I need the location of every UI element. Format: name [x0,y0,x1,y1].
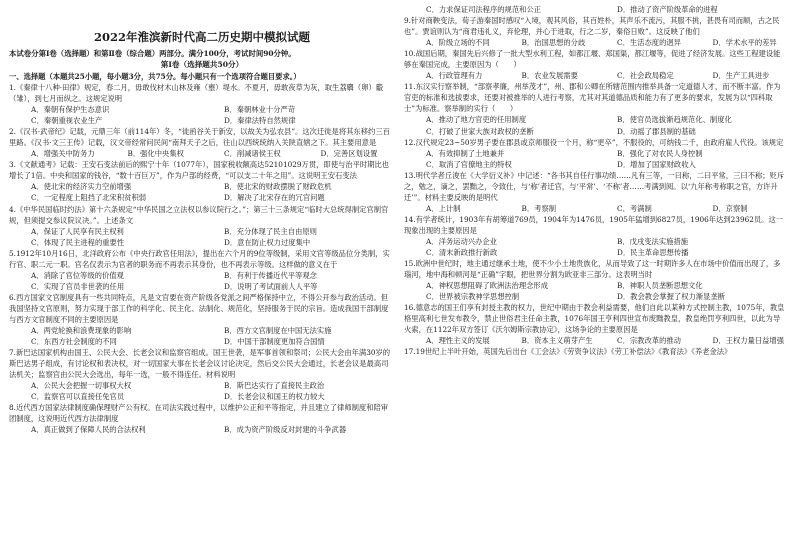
answer-option[interactable]: A．推动了地方官吏的任用制度 [426,115,527,125]
question-options [9,226,395,248]
answer-option[interactable]: C．打破了世家大族对政权的垄断 [426,126,534,136]
question-item [9,126,395,159]
answer-option[interactable]: B．治国思想的分歧 [521,38,586,48]
answer-option[interactable]: B．强化了对农民人身控制 [617,148,703,158]
question-stem: 9.针对商鞅变法，荀子游秦国时感叹“入境，观其风俗，其百姓朴，其声乐不流污，其服不挑，甚畏有司而顺，古之民也”。贾谊则认为“商君违礼义，弃伦理，并心于进取，行之二岁，秦俗日败”。这反映了他们 [404,16,780,37]
answer-option[interactable]: C．力求保证司法程序的规范和公正 [426,5,542,14]
question-options [9,325,395,347]
question-stem: 1.《秦律十八种·田律》规定，春二月，毋敢伐材木山林及雍（壅）堤水。不夏月，毋敢夜草为灰，取生荔麛（卵）鷇（雏），到七月而纵之。这规定说明 [9,83,384,104]
question-stem: 15.欧洲中世纪时，地主通过继承土地，使不少小土地贵族化，从而导致了这一时期许多人在市场中价值而出现了，多瑙河，地中海和顿河是“正确”字眼，把世界分割为欧亚非三部分。这表明当时 [404,259,781,280]
question-item [404,4,786,15]
question-options [9,181,395,203]
answer-option[interactable]: A．理性主义的发展 [426,336,490,346]
question-stem: 10.战国后期，秦国先后兴修了一批大型水利工程，如都江堰、郑国渠，都江堰等，促进了经济发展。这些工程建设能够在秦国完成，主要原因为（ ） [404,49,781,70]
exam-info: 本试卷分第Ⅰ卷（选择题）和第Ⅱ卷（综合题）两部分。满分100分，考试时间90分钟。 [9,49,296,58]
answer-option[interactable]: A．两党轮换和浪费现象的影响 [31,326,132,336]
answer-option[interactable]: A．神权思想阻碍了欧洲法治理念形成 [426,281,549,291]
answer-option[interactable]: B．戊戌变法实施措施 [617,236,689,246]
question-stem: 6.西方国家文官制度具有一些共同特点，凡是文官要在资产阶级各党派之间严格保持中立，不得公开参与政治活动。但我国坚持文官原则，努力实现于部工作的科学化、民主化、法制化、规范化，坚持服务于民的宗旨。造成我国干部制度与西方文官制度不同的主要原因是 [9,292,389,324]
answer-option[interactable]: B．充分体现了民主自由原则 [224,226,317,236]
answer-option[interactable]: C．体现了民主进程的重要性 [31,237,125,247]
answer-option[interactable]: D．说明了考试面前人人平等 [224,281,318,291]
left-column [9,4,395,436]
answer-option[interactable]: C．生活态度的迥异 [617,38,681,48]
question-item [9,82,395,126]
answer-option[interactable]: D．教会教会掌握了权力渐显垄断 [617,292,726,302]
answer-option[interactable]: C．社会政局稳定 [617,71,674,81]
answer-option[interactable]: D．学术水平的差异 [712,38,777,48]
answer-option[interactable]: D．民主革命思想传播 [617,248,689,258]
answer-option[interactable]: B．强化中央集权 [127,149,184,159]
answer-option[interactable]: A．保证了人民享有民主权利 [31,226,124,236]
question-item [404,346,786,357]
right-column [404,4,786,358]
answer-option[interactable]: D．解决了北宋存在的冗官问题 [224,193,325,203]
question-item [404,48,786,81]
question-item [404,170,786,214]
answer-option[interactable]: D．动摇了郡县制的基础 [617,126,696,136]
question-item [404,258,786,302]
question-options [404,4,786,15]
answer-option[interactable]: B．资本主义萌芽产生 [521,336,593,346]
question-options [9,148,395,159]
question-stem: 5.1912年10月16日，北洋政府公布《中央行政官任用法》，提出在六个月的9位等级制，采用文官等级品位分类制，实行官、职二元一职。官名仅表示为官者的职务而不再表示其身份，也不再表示等级。这样做的意义在于 [9,248,390,269]
question-stem: 16.德意志的国王们享有封授主教的权力，世纪中期由于教会利益需要，他们自此以某种方式控制主教，1075年，教皇格里高利七世发布教令，禁止世俗君主任命主教，1076年国王亨利四世宣布废黜教皇，教皇绝罚亨利四世，以此为导火索，在1122年双方签订《沃尔姆斯宗教协定》，这场争论的主要原因是 [404,303,785,335]
question-stem: 8.近代西方国家法律制度确保理财产公有权。在司法实践过程中，以维护公正和平等指定，并且建立了律师制度和陪审团制度，这说明近代西方法律制度 [9,403,389,424]
question-item [404,81,786,136]
answer-option[interactable]: D．王权力量日益增强 [712,336,785,346]
answer-option[interactable]: D．长老会议和国王的权力较大 [224,392,325,402]
question-options [404,203,786,214]
question-item [9,402,395,435]
question-options [9,270,395,292]
answer-option[interactable]: D．意在防止权力过度集中 [224,237,311,247]
question-item [9,248,395,292]
answer-option[interactable]: A．真正做到了保障人民的合法权利 [31,425,146,435]
answer-option[interactable]: D．京察制 [712,203,748,213]
left-question-list [9,82,395,436]
answer-option[interactable]: D．完善区划设置 [320,149,378,159]
answer-option[interactable]: B．秦朝林业十分严苛 [224,105,296,115]
answer-option[interactable]: A．使北宋的经济实力空前增强 [31,182,132,192]
question-item [404,137,786,170]
question-item [9,292,395,347]
answer-option[interactable]: C．实现了官员非世袭的任用 [31,281,125,291]
question-options [9,380,395,402]
question-stem: 11.东汉实行察举制，“部察孝廉，州举茂才”，州、郡和公卿在所辖范围内推举具备一定道德人才，而不断丰富。作为官吏的标准和选拔要求，还要对被推举的人进行考察，尤其对其道德品质和能力有了更多的要求，发展为以“四科取士”为标准。察举制的实行（ ） [404,82,781,114]
answer-option[interactable]: B．考察制 [521,203,557,213]
answer-option[interactable]: A．增强关中防务力 [31,149,95,159]
question-item [404,302,786,346]
answer-option[interactable]: D．中国干部制度更加符合国情 [224,337,325,347]
answer-option[interactable]: A．有效抑制了土地兼并 [426,148,505,158]
question-item [404,214,786,258]
question-options [404,70,786,81]
answer-option[interactable]: C．东西方社会制度的不同 [31,337,117,347]
answer-option[interactable]: C．取消了官僚地主的特权 [426,159,512,169]
question-options [9,424,395,435]
question-stem: 2.《汉书·武帝纪》记载，元鼎三年（前114年）冬，“徙函谷关于新安，以故关为弘农县”。这次迁徙是将其东移约三百里路。《汉书·文三王传》记载，汉文帝经常问民间“南拜天子之后，往山以西统统纳入关陕直辖之下。其主要用意是 [9,127,390,148]
answer-option[interactable]: C．秦朝重视农业生产 [31,116,103,126]
question-stem: 13.明代学者丘浚在《大学衍义补》中记述：“各书其自任行事功绩……凡有三等，一曰称，二曰平常，三曰不称；贬斥之，勉之，谪之，罢黜之，令致仕，与‘称’者迁官，与‘平常’、‘不称’者……考满到阅。以‘九年称考称职之官，方许升迁’”。材料主要反映的是明代 [404,170,785,202]
question-options [404,37,786,48]
part-one-title: 第Ⅰ卷（选择题共50分） [160,60,244,69]
question-stem: 17.19世纪上半叶开始，英国先后出台《工会法》《劳资争议法》《劳工补偿法》《教育法》《养老金法》 [404,347,732,357]
answer-option[interactable]: A．阶级立场的不同 [426,38,490,48]
answer-option[interactable]: D．生产工具进步 [712,71,770,81]
question-stem: 3.《文献通考》记载：王安石变法前后的熙宁十年（1077年），国家税收额高达52101029万贯，即使与治平时期比也增长了1倍。中央和国家的钱谷，“数十百巨万”，作为户部的经费，“可以支二十年之用”。这说明王安石变法 [9,160,390,181]
answer-option[interactable]: A．消除了官位等级的价值观 [31,270,124,280]
answer-option[interactable]: A．公民大会把握一切事权大权 [31,381,132,391]
answer-option[interactable]: D．推动了资产阶级革命的进程 [617,5,718,14]
answer-option[interactable]: B．神职人员垄断思想文化 [617,281,703,291]
question-options [404,280,786,302]
answer-option[interactable]: A．上计制 [426,203,461,213]
question-options [404,114,786,136]
question-options [404,335,786,346]
question-item [9,347,395,402]
answer-option[interactable]: B．使官员选拔渐趋规范化、制度化 [617,115,732,125]
answer-option[interactable]: B．西方文官制度在中国无法实施 [224,326,332,336]
exam-title: 2022年淮滨新时代高二历史期中模拟试题 [93,30,310,44]
answer-option[interactable]: C．削减诸侯王权 [224,149,281,159]
question-item [404,15,786,48]
answer-option[interactable]: C．世界被宗教神学思想控制 [426,292,520,302]
answer-option[interactable]: A．行政管理有力 [426,71,483,81]
question-options [9,104,395,126]
answer-option[interactable]: C．宗教改革的推动 [617,336,681,346]
answer-option[interactable]: B．斯巴达实行了直接民主政治 [224,381,325,391]
answer-option[interactable]: A．洋务运动兴办企业 [426,236,497,246]
question-options [404,236,786,258]
answer-option[interactable]: C．清末新政推行新政 [426,248,498,258]
question-stem: 7.新巴达国家机构由国王、公民大会、长老会议和监察官组成。国王世袭，是军事首领和祭司；公民大会由年满30岁的斯巴达男子组成，有讨论权和表决权，对一切国家大事在长老会议讨论决定，然后交公民大会通过，长老会议是最高司法机关；监察官由公民大会选出，每年一选，一般不得连任。材料说明 [9,348,391,380]
answer-option[interactable]: B．使北宋的财政摆脱了财政危机 [224,182,332,192]
answer-option[interactable]: C．监察官可以直接任免官员 [31,392,125,402]
answer-option[interactable]: B．成为资产阶级反对封建的斗争武器 [224,425,347,435]
question-options [404,148,786,170]
answer-option[interactable]: B．农业发展需要 [521,71,578,81]
question-stem: 4.《中华民国临时约法》第十六条规定“中华民国之立法权以参议院行之。”；第三十三条规定“临时大总统得制定官制官规，但须提交参议院议决。”。上述条文 [9,204,389,225]
answer-option[interactable]: C．一定程度上阻挡了北宋积贫积弱 [31,193,147,203]
right-question-list [404,4,786,358]
answer-option[interactable]: D．秦律法特自然规律 [224,116,296,126]
section-one-intro: 一、选择题（本题共25小题，每小题3分，共75分。每小题只有一个选项符合题目要求。） [9,72,301,81]
question-item [9,204,395,248]
answer-option[interactable]: D．增加了国家财政收入 [617,159,696,169]
question-stem: 12.汉代规定23~50岁男子要在郡县或京师服役一个月，称“更卒”，不服役的，可纳钱二千，由政府雇人代役。该规定 [404,137,784,147]
answer-option[interactable]: B．有利于传播近代平等观念 [224,270,317,280]
answer-option[interactable]: A．秦朝有保护生态意识 [31,105,110,115]
question-item [9,159,395,203]
answer-option[interactable]: C．考满制 [617,203,652,213]
question-stem: 14.有学者统计，1903年有胡筹道769员，1904年为1476员，1905年猛增到6827员，1906年达到23962员。这一现象出现的主要原因是 [404,214,784,235]
